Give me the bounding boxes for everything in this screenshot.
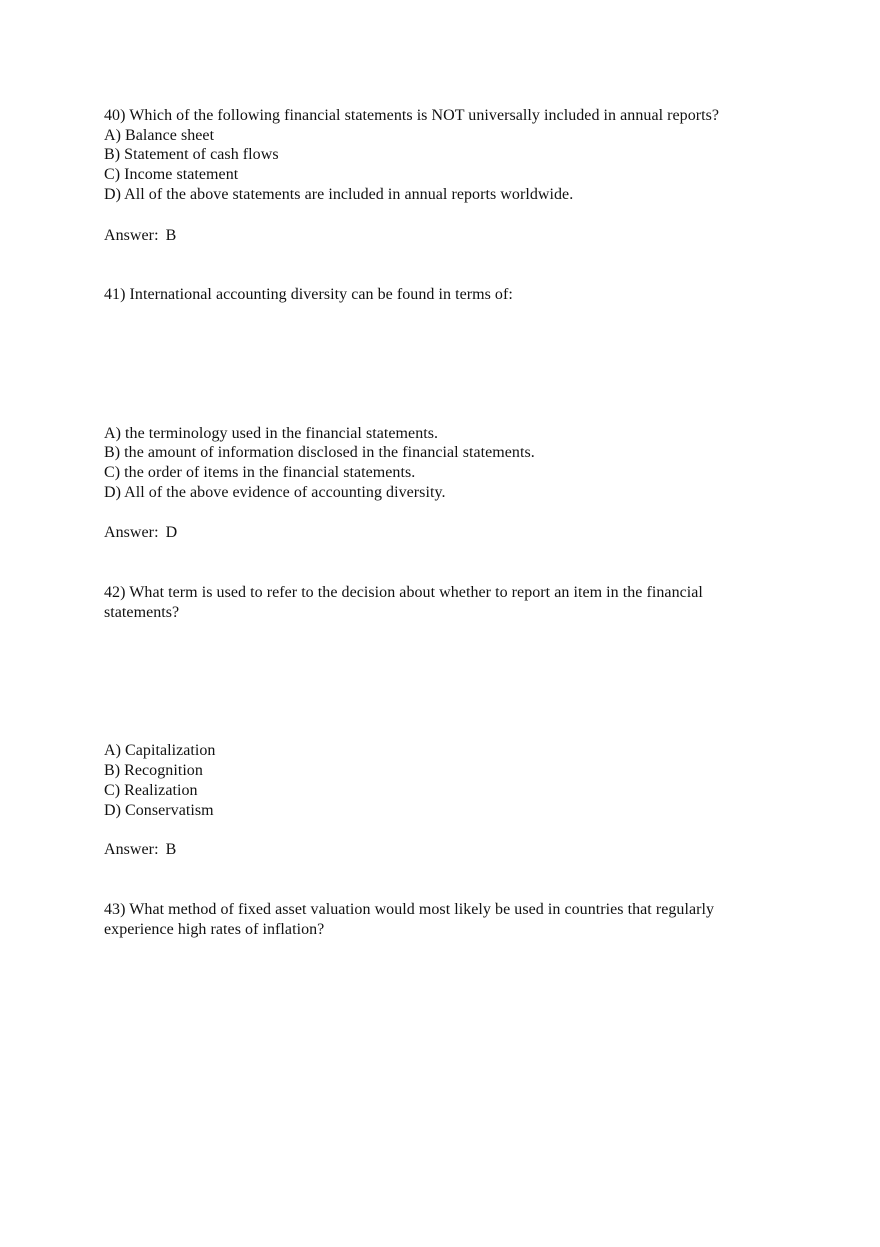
option-a: A) Balance sheet: [104, 127, 215, 144]
question-stem: 40) Which of the following financial statements is NOT universally included in annual reports?: [104, 107, 720, 124]
answer: Answer: D: [104, 524, 178, 541]
option-d: D) Conservatism: [104, 802, 214, 819]
question-stem-line-1: 42) What term is used to refer to the decision about whether to report an item in the financial: [104, 584, 703, 601]
option-a: A) the terminology used in the financial statements.: [104, 425, 439, 442]
option-a: A) Capitalization: [104, 742, 216, 759]
option-d: D) All of the above statements are included in annual reports worldwide.: [104, 186, 574, 203]
option-c: C) Realization: [104, 782, 198, 799]
question-stem-line-1: 43) What method of fixed asset valuation would most likely be used in countries that regularly: [104, 901, 715, 918]
answer: Answer: B: [104, 227, 177, 244]
question-stem-line-2: statements?: [104, 604, 180, 621]
option-c: C) Income statement: [104, 166, 239, 183]
option-b: B) Recognition: [104, 762, 203, 779]
question-stem: 41) International accounting diversity can be found in terms of:: [104, 286, 513, 303]
option-d: D) All of the above evidence of accounting diversity.: [104, 484, 446, 501]
option-b: B) Statement of cash flows: [104, 146, 279, 163]
option-b: B) the amount of information disclosed in the financial statements.: [104, 444, 535, 461]
answer: Answer: B: [104, 841, 177, 858]
question-stem-line-2: experience high rates of inflation?: [104, 921, 325, 938]
option-c: C) the order of items in the financial statements.: [104, 464, 416, 481]
